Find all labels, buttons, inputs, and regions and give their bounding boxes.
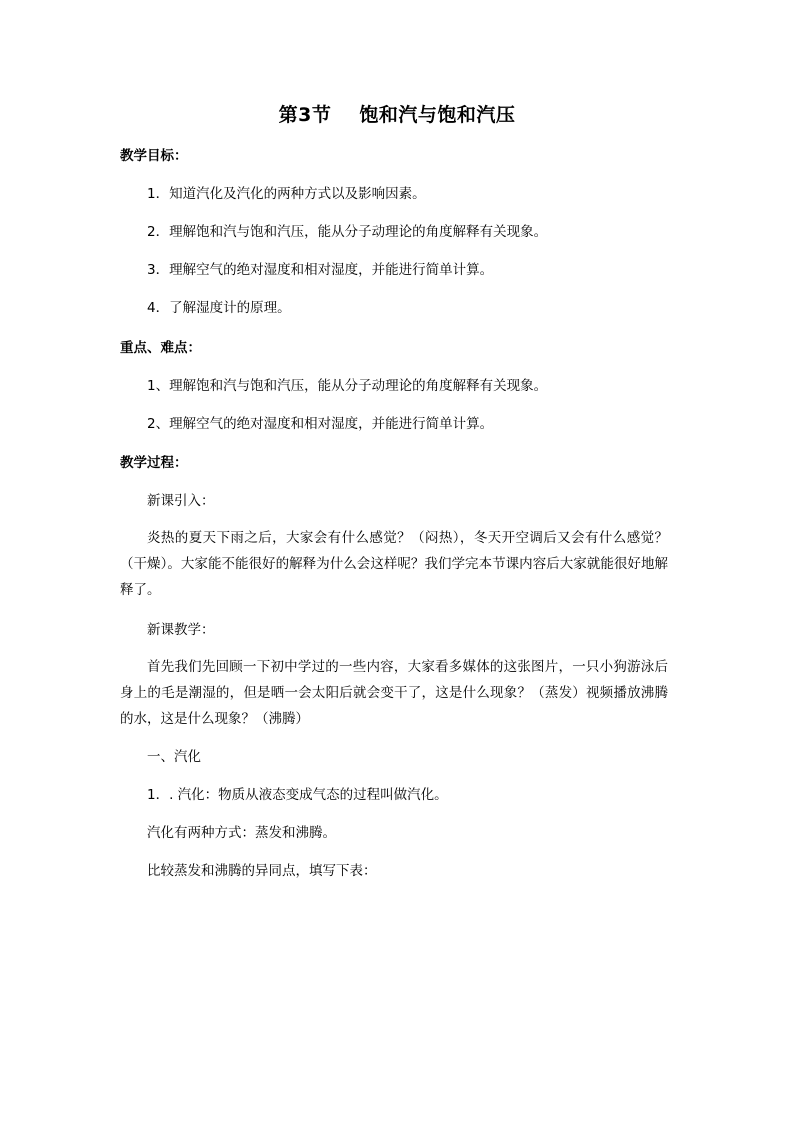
objectives-heading: 教学目标： — [120, 148, 188, 164]
process-heading: 教学过程： — [120, 455, 188, 471]
objective-item: 1．知道汽化及汽化的两种方式以及影响因素。 — [147, 186, 426, 202]
section-number: 第3节 — [278, 104, 332, 126]
page-title — [0, 100, 794, 127]
section-heading-vaporization: 一、汽化 — [147, 749, 201, 765]
compare-instruction: 比较蒸发和沸腾的异同点，填写下表： — [147, 863, 377, 879]
objective-item: 4．了解湿度计的原理。 — [147, 300, 291, 316]
teaching-label: 新课教学： — [147, 622, 215, 638]
key-point-item: 1、理解饱和汽与饱和汽压，能从分子动理论的角度解释有关现象。 — [147, 378, 548, 394]
objective-item: 3．理解空气的绝对湿度和相对湿度，并能进行简单计算。 — [147, 262, 494, 278]
teaching-paragraph: 首先我们先回顾一下初中学过的一些内容，大家看多媒体的这张图片，一只小狗游泳后身上的毛是潮湿的，但是晒一会太阳后就会变干了，这是什么现象？（蒸发）视频播放沸腾的水，这是什么现象？（沸腾） — [120, 659, 668, 727]
section-name: 饱和汽与饱和汽压 — [359, 104, 516, 126]
objective-item: 2．理解饱和汽与饱和汽压，能从分子动理论的角度解释有关现象。 — [147, 224, 548, 240]
key-points-heading: 重点、难点： — [120, 340, 201, 356]
key-point-item: 2、理解空气的绝对湿度和相对湿度，并能进行简单计算。 — [147, 416, 494, 432]
definition-line: 1．. 汽化：物质从液态变成气态的过程叫做汽化。 — [147, 787, 448, 803]
two-ways-line: 汽化有两种方式：蒸发和沸腾。 — [147, 825, 336, 841]
intro-paragraph: 炎热的夏天下雨之后，大家会有什么感觉？（闷热），冬天开空调后又会有什么感觉？（干燥）。大家能不能很好的解释为什么会这样呢？我们学完本节课内容后大家就能很好地解释了。 — [120, 530, 668, 598]
intro-label: 新课引入： — [147, 493, 215, 509]
